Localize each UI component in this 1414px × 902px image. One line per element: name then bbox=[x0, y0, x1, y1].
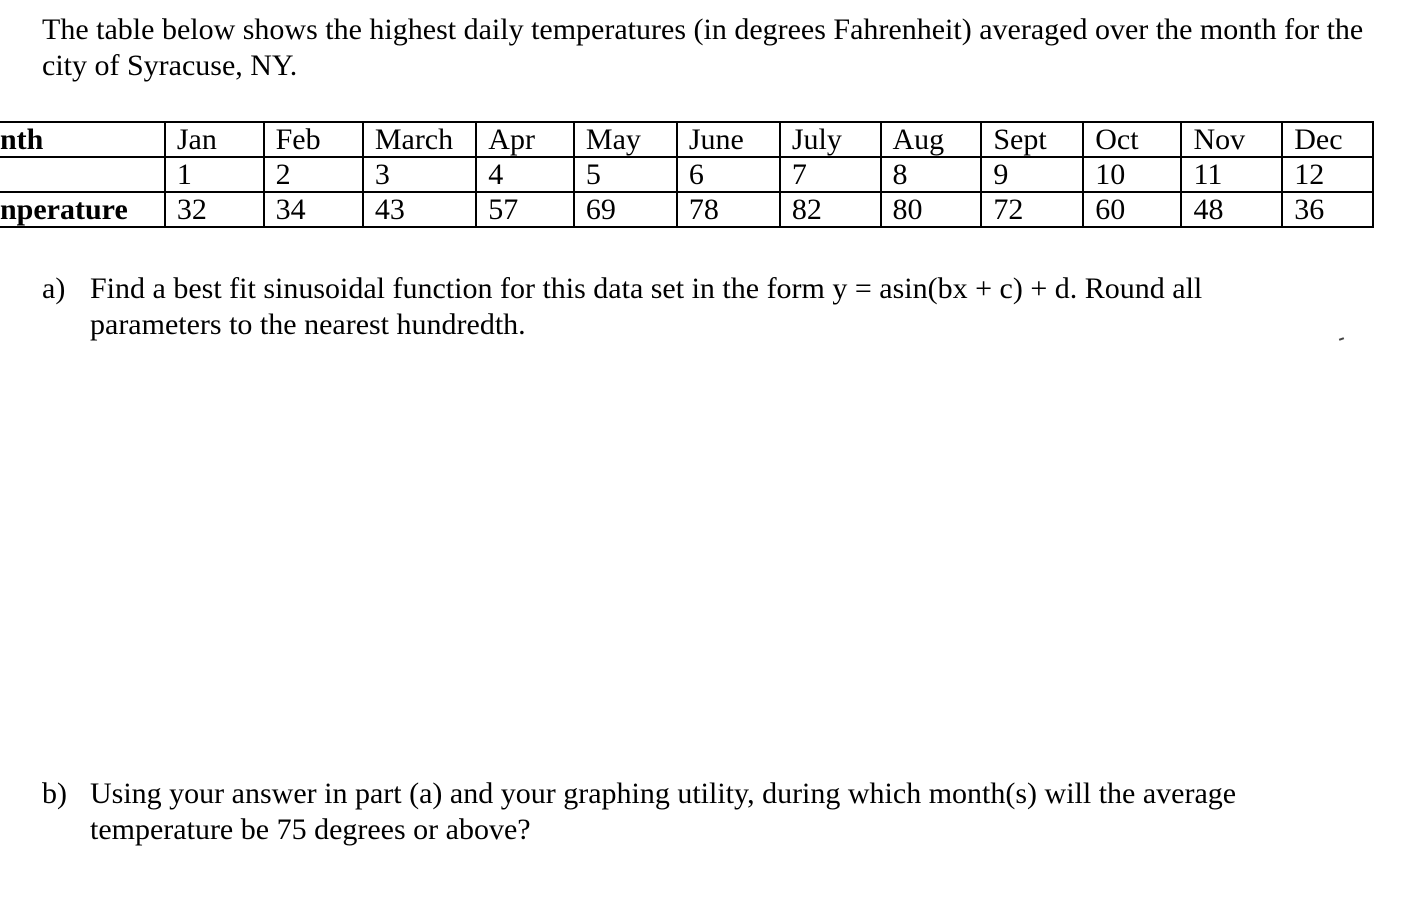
table-cell: 4 bbox=[476, 157, 574, 192]
table-cell: June bbox=[677, 122, 780, 157]
table-cell: 32 bbox=[165, 192, 264, 227]
question-a-letter: a) bbox=[42, 272, 66, 305]
question-a bbox=[42, 271, 1320, 343]
table-row-month bbox=[0, 122, 1373, 157]
table-cell: Dec bbox=[1282, 122, 1373, 157]
table-cell: July bbox=[780, 122, 881, 157]
intro-paragraph: The table below shows the highest daily temperatures (in degrees Fahrenheit) averaged over the month for the city of Syracuse, NY. bbox=[42, 13, 1364, 82]
table-cell: 9 bbox=[981, 157, 1083, 192]
table-cell: 12 bbox=[1282, 157, 1373, 192]
temperature-table bbox=[0, 121, 1374, 228]
table-cell: Sept bbox=[981, 122, 1083, 157]
question-b bbox=[42, 776, 1320, 848]
table-cell: Apr bbox=[476, 122, 574, 157]
stray-pen-mark bbox=[1339, 337, 1344, 341]
table-cell: 2 bbox=[264, 157, 363, 192]
table-cell: 1 bbox=[165, 157, 264, 192]
table-cell: 60 bbox=[1083, 192, 1181, 227]
table-cell: 11 bbox=[1181, 157, 1282, 192]
table-cell: Oct bbox=[1083, 122, 1181, 157]
table-cell: Feb bbox=[264, 122, 363, 157]
table-cell: 10 bbox=[1083, 157, 1181, 192]
table-cell: 43 bbox=[363, 192, 476, 227]
table-cell: 82 bbox=[780, 192, 881, 227]
table-cell: Aug bbox=[881, 122, 982, 157]
row-header-number bbox=[0, 157, 165, 192]
table-cell: 34 bbox=[264, 192, 363, 227]
question-b-text: Using your answer in part (a) and your graphing utility, during which month(s) will the average temperature be 75 degrees or above? bbox=[90, 777, 1237, 846]
table-cell: 5 bbox=[574, 157, 677, 192]
table-cell: Nov bbox=[1181, 122, 1282, 157]
table-cell: 3 bbox=[363, 157, 476, 192]
table-row-number bbox=[0, 157, 1373, 192]
table-cell: 8 bbox=[881, 157, 982, 192]
question-b-letter: b) bbox=[42, 777, 67, 810]
table-cell: March bbox=[363, 122, 476, 157]
table-cell: 69 bbox=[574, 192, 677, 227]
question-a-text: Find a best fit sinusoidal function for this data set in the form y = asin(bx + c) + d. Round all parameters to the nearest hundredth. bbox=[90, 272, 1203, 341]
table-row-temperature bbox=[0, 192, 1373, 227]
table-cell: 72 bbox=[981, 192, 1083, 227]
table-cell: 6 bbox=[677, 157, 780, 192]
table-cell: 7 bbox=[780, 157, 881, 192]
table-cell: Jan bbox=[165, 122, 264, 157]
table-cell: 36 bbox=[1282, 192, 1373, 227]
row-header-month: nth bbox=[0, 122, 165, 157]
table-cell: 57 bbox=[476, 192, 574, 227]
table-cell: 80 bbox=[881, 192, 982, 227]
table-cell: 48 bbox=[1181, 192, 1282, 227]
row-header-temperature: nperature bbox=[0, 192, 165, 227]
table-cell: May bbox=[574, 122, 677, 157]
table-cell: 78 bbox=[677, 192, 780, 227]
